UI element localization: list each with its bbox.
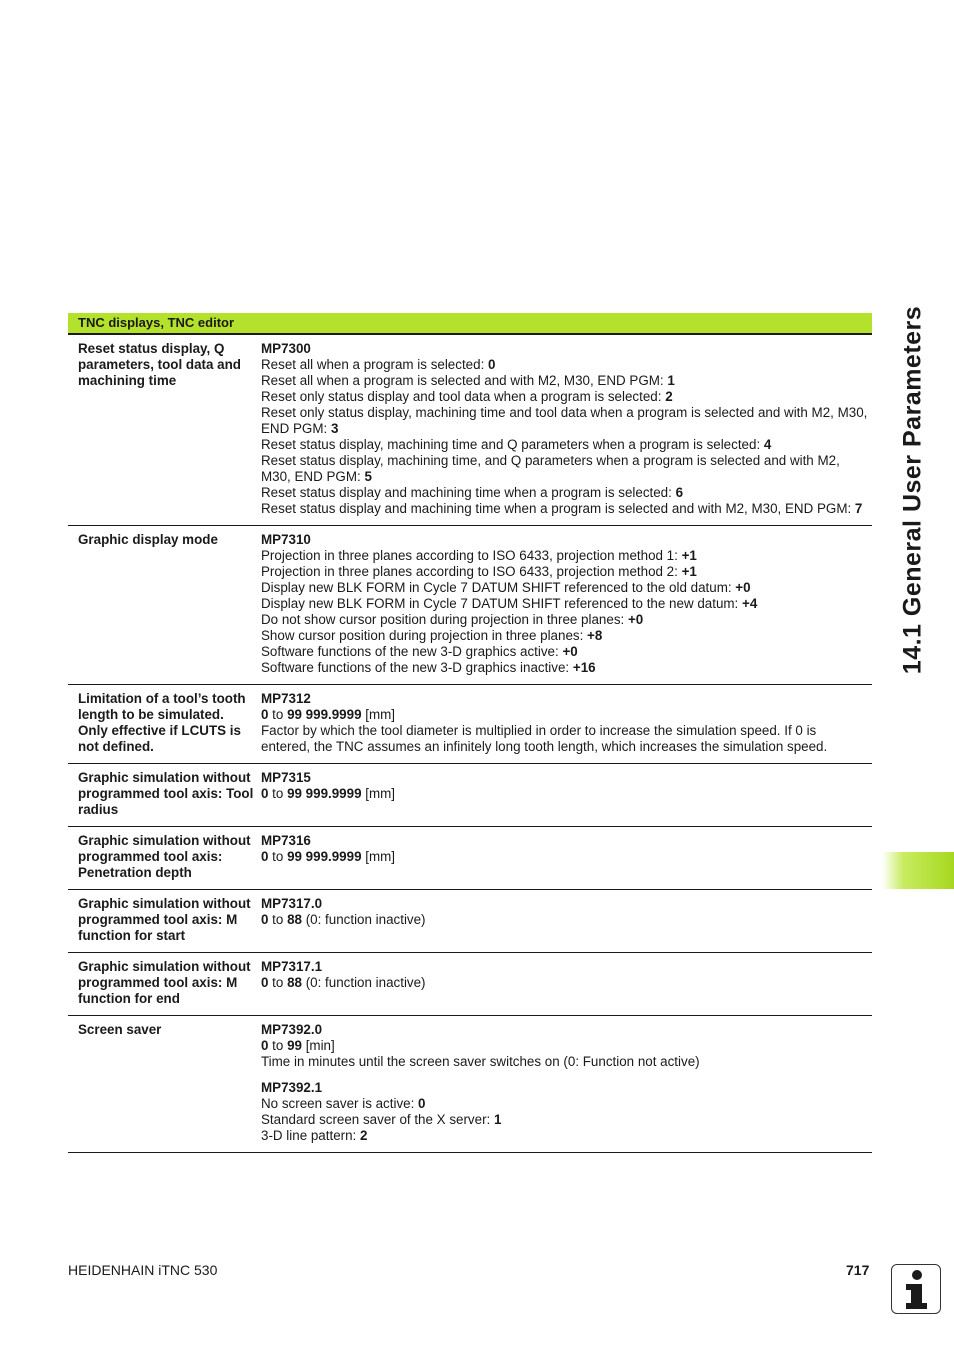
- table-row: [68, 953, 872, 1016]
- option-text: Display new BLK FORM in Cycle 7 DATUM SHIFT referenced to the old datum:: [261, 580, 736, 595]
- parameter-option-line: [261, 660, 868, 676]
- option-text: Factor by which the tool diameter is multiplied in order to increase the simulation speed. If 0 is entered, the TNC assumes an infinitely long tooth length, which increases the simulation speed.: [261, 723, 828, 754]
- parameter-option-line: [261, 453, 868, 485]
- option-value: 0: [261, 912, 269, 927]
- parameter-option-line: [261, 564, 868, 580]
- option-value: 0: [261, 849, 269, 864]
- option-text: No screen saver is active:: [261, 1096, 419, 1111]
- option-text: Time in minutes until the screen saver switches on (0: Function not active): [261, 1054, 700, 1069]
- option-text: Standard screen saver of the X server:: [261, 1112, 494, 1127]
- parameter-option-line: [261, 723, 868, 755]
- parameter-option-line: [261, 644, 868, 660]
- table-row: [68, 685, 872, 764]
- parameter-option-line: [261, 580, 868, 596]
- parameter-label: Graphic simulation without programmed tool axis: Tool radius: [68, 764, 261, 827]
- option-value: 5: [364, 469, 372, 484]
- parameter-option-line: [261, 1096, 868, 1112]
- option-value: 4: [763, 437, 772, 452]
- parameter-table-body: [68, 335, 872, 1153]
- machine-parameter-id: MP7315: [261, 770, 311, 785]
- option-text: Do not show cursor position during projection in three planes:: [261, 612, 628, 627]
- option-value: 99 999.9999: [287, 786, 362, 801]
- option-value: 3: [330, 421, 339, 436]
- parameter-label: Reset status display, Q parameters, tool data and machining time: [68, 335, 261, 526]
- option-text: 3-D line pattern:: [261, 1128, 360, 1143]
- parameter-description: [261, 335, 872, 526]
- machine-parameter-id: MP7317.0: [261, 896, 323, 911]
- table-row: [68, 526, 872, 685]
- parameter-option-line: [261, 1054, 868, 1070]
- option-value: +1: [681, 564, 697, 579]
- option-value: +0: [562, 644, 578, 659]
- parameter-option-line: [261, 405, 868, 437]
- option-text: Software functions of the new 3-D graphics active:: [261, 644, 563, 659]
- option-value: 0: [261, 786, 269, 801]
- option-text: [mm]: [361, 849, 396, 864]
- option-value: 1: [493, 1112, 502, 1127]
- parameter-option-line: [261, 912, 868, 928]
- parameter-option-line: [261, 548, 868, 564]
- parameter-label: Graphic simulation without programmed tool axis: M function for end: [68, 953, 261, 1016]
- option-text: Reset only status display, machining time and tool data when a program is selected and with M2, M30, END PGM:: [261, 405, 868, 436]
- option-text: Show cursor position during projection in three planes:: [261, 628, 588, 643]
- option-value: 88: [287, 912, 302, 927]
- option-value: +8: [587, 628, 603, 643]
- block-spacer: [261, 1070, 868, 1080]
- parameter-label: Limitation of a tool’s tooth length to be simulated. Only effective if LCUTS is not defined.: [68, 685, 261, 764]
- parameter-description: [261, 526, 872, 685]
- parameter-option-line: [261, 628, 868, 644]
- option-value: +16: [572, 660, 596, 675]
- parameter-option-line: [261, 1112, 868, 1128]
- parameter-option-line: [261, 389, 868, 405]
- option-value: 2: [360, 1128, 368, 1143]
- chapter-side-title-text: 14.1 General User Parameters: [898, 305, 927, 675]
- option-value: 99: [287, 1038, 302, 1053]
- option-value: 7: [854, 501, 863, 516]
- footer-product-name: HEIDENHAIN iTNC 530: [68, 1262, 218, 1278]
- table-row: [68, 827, 872, 890]
- parameter-description: [261, 1016, 872, 1153]
- parameter-label: Graphic display mode: [68, 526, 261, 685]
- option-value: 88: [287, 975, 302, 990]
- option-value: 0: [261, 707, 269, 722]
- option-text: Reset only status display and tool data when a program is selected:: [261, 389, 666, 404]
- parameter-option-line: [261, 707, 868, 723]
- table-row: [68, 1016, 872, 1153]
- option-text: [min]: [301, 1038, 335, 1053]
- option-text: to: [268, 975, 288, 990]
- option-value: 0: [261, 1038, 269, 1053]
- option-value: +1: [681, 548, 697, 563]
- parameter-option-line: [261, 1038, 868, 1054]
- info-icon: [891, 1264, 941, 1314]
- parameter-option-line: [261, 357, 868, 373]
- option-text: Reset status display and machining time when a program is selected and with M2, M30, END PGM:: [261, 501, 855, 516]
- option-value: +4: [742, 596, 758, 611]
- option-text: [mm]: [361, 707, 396, 722]
- option-value: 99 999.9999: [287, 707, 362, 722]
- chapter-tab-marker: [882, 852, 954, 889]
- option-text: Reset status display and machining time when a program is selected:: [261, 485, 676, 500]
- option-value: 6: [675, 485, 684, 500]
- option-text: Reset status display, machining time, and Q parameters when a program is selected and with M2, M30, END PGM:: [261, 453, 840, 484]
- machine-parameter-id: MP7392.0: [261, 1022, 323, 1037]
- option-value: +0: [735, 580, 751, 595]
- option-text: to: [268, 849, 288, 864]
- parameter-option-line: [261, 501, 868, 517]
- parameter-label: Graphic simulation without programmed tool axis: Penetration depth: [68, 827, 261, 890]
- parameter-table: [68, 335, 872, 1153]
- machine-parameter-id: MP7392.1: [261, 1080, 323, 1095]
- section-header: TNC displays, TNC editor: [68, 313, 872, 335]
- parameter-description: [261, 890, 872, 953]
- option-text: to: [268, 786, 288, 801]
- option-value: 0: [488, 357, 496, 372]
- option-text: Projection in three planes according to ISO 6433, projection method 2:: [261, 564, 682, 579]
- option-text: to: [268, 1038, 288, 1053]
- parameter-description: [261, 764, 872, 827]
- table-row: [68, 764, 872, 827]
- chapter-side-title: [895, 305, 931, 675]
- option-text: to: [268, 707, 288, 722]
- option-value: 0: [418, 1096, 426, 1111]
- option-text: Reset all when a program is selected and with M2, M30, END PGM:: [261, 373, 668, 388]
- parameter-option-line: [261, 437, 868, 453]
- parameter-option-line: [261, 849, 868, 865]
- parameter-option-line: [261, 786, 868, 802]
- machine-parameter-id: MP7316: [261, 833, 311, 848]
- option-text: (0: function inactive): [301, 912, 426, 927]
- parameter-description: [261, 827, 872, 890]
- table-row: [68, 890, 872, 953]
- option-text: to: [268, 912, 288, 927]
- option-text: (0: function inactive): [301, 975, 426, 990]
- table-row: [68, 335, 872, 526]
- option-text: Reset status display, machining time and Q parameters when a program is selected:: [261, 437, 764, 452]
- parameter-label: Screen saver: [68, 1016, 261, 1153]
- page-number: 717: [846, 1262, 870, 1278]
- option-value: 99 999.9999: [287, 849, 362, 864]
- option-text: [mm]: [361, 786, 396, 801]
- parameter-label: Graphic simulation without programmed tool axis: M function for start: [68, 890, 261, 953]
- option-text: Software functions of the new 3-D graphics inactive:: [261, 660, 573, 675]
- machine-parameter-id: MP7312: [261, 691, 311, 706]
- machine-parameter-id: MP7310: [261, 532, 311, 547]
- parameter-description: [261, 685, 872, 764]
- option-value: 1: [667, 373, 675, 388]
- parameter-option-line: [261, 975, 868, 991]
- option-value: +0: [627, 612, 644, 627]
- option-text: Display new BLK FORM in Cycle 7 DATUM SHIFT referenced to the new datum:: [261, 596, 742, 611]
- parameter-option-line: [261, 596, 868, 612]
- parameter-option-line: [261, 373, 868, 389]
- parameter-description: [261, 953, 872, 1016]
- parameter-table-section: [68, 313, 872, 1153]
- parameter-option-line: [261, 612, 868, 628]
- option-text: Reset all when a program is selected:: [261, 357, 489, 372]
- option-text: Projection in three planes according to ISO 6433, projection method 1:: [261, 548, 682, 563]
- parameter-option-line: [261, 485, 868, 501]
- option-value: 0: [261, 975, 269, 990]
- parameter-option-line: [261, 1128, 868, 1144]
- machine-parameter-id: MP7300: [261, 341, 311, 356]
- machine-parameter-id: MP7317.1: [261, 959, 323, 974]
- option-value: 2: [665, 389, 673, 404]
